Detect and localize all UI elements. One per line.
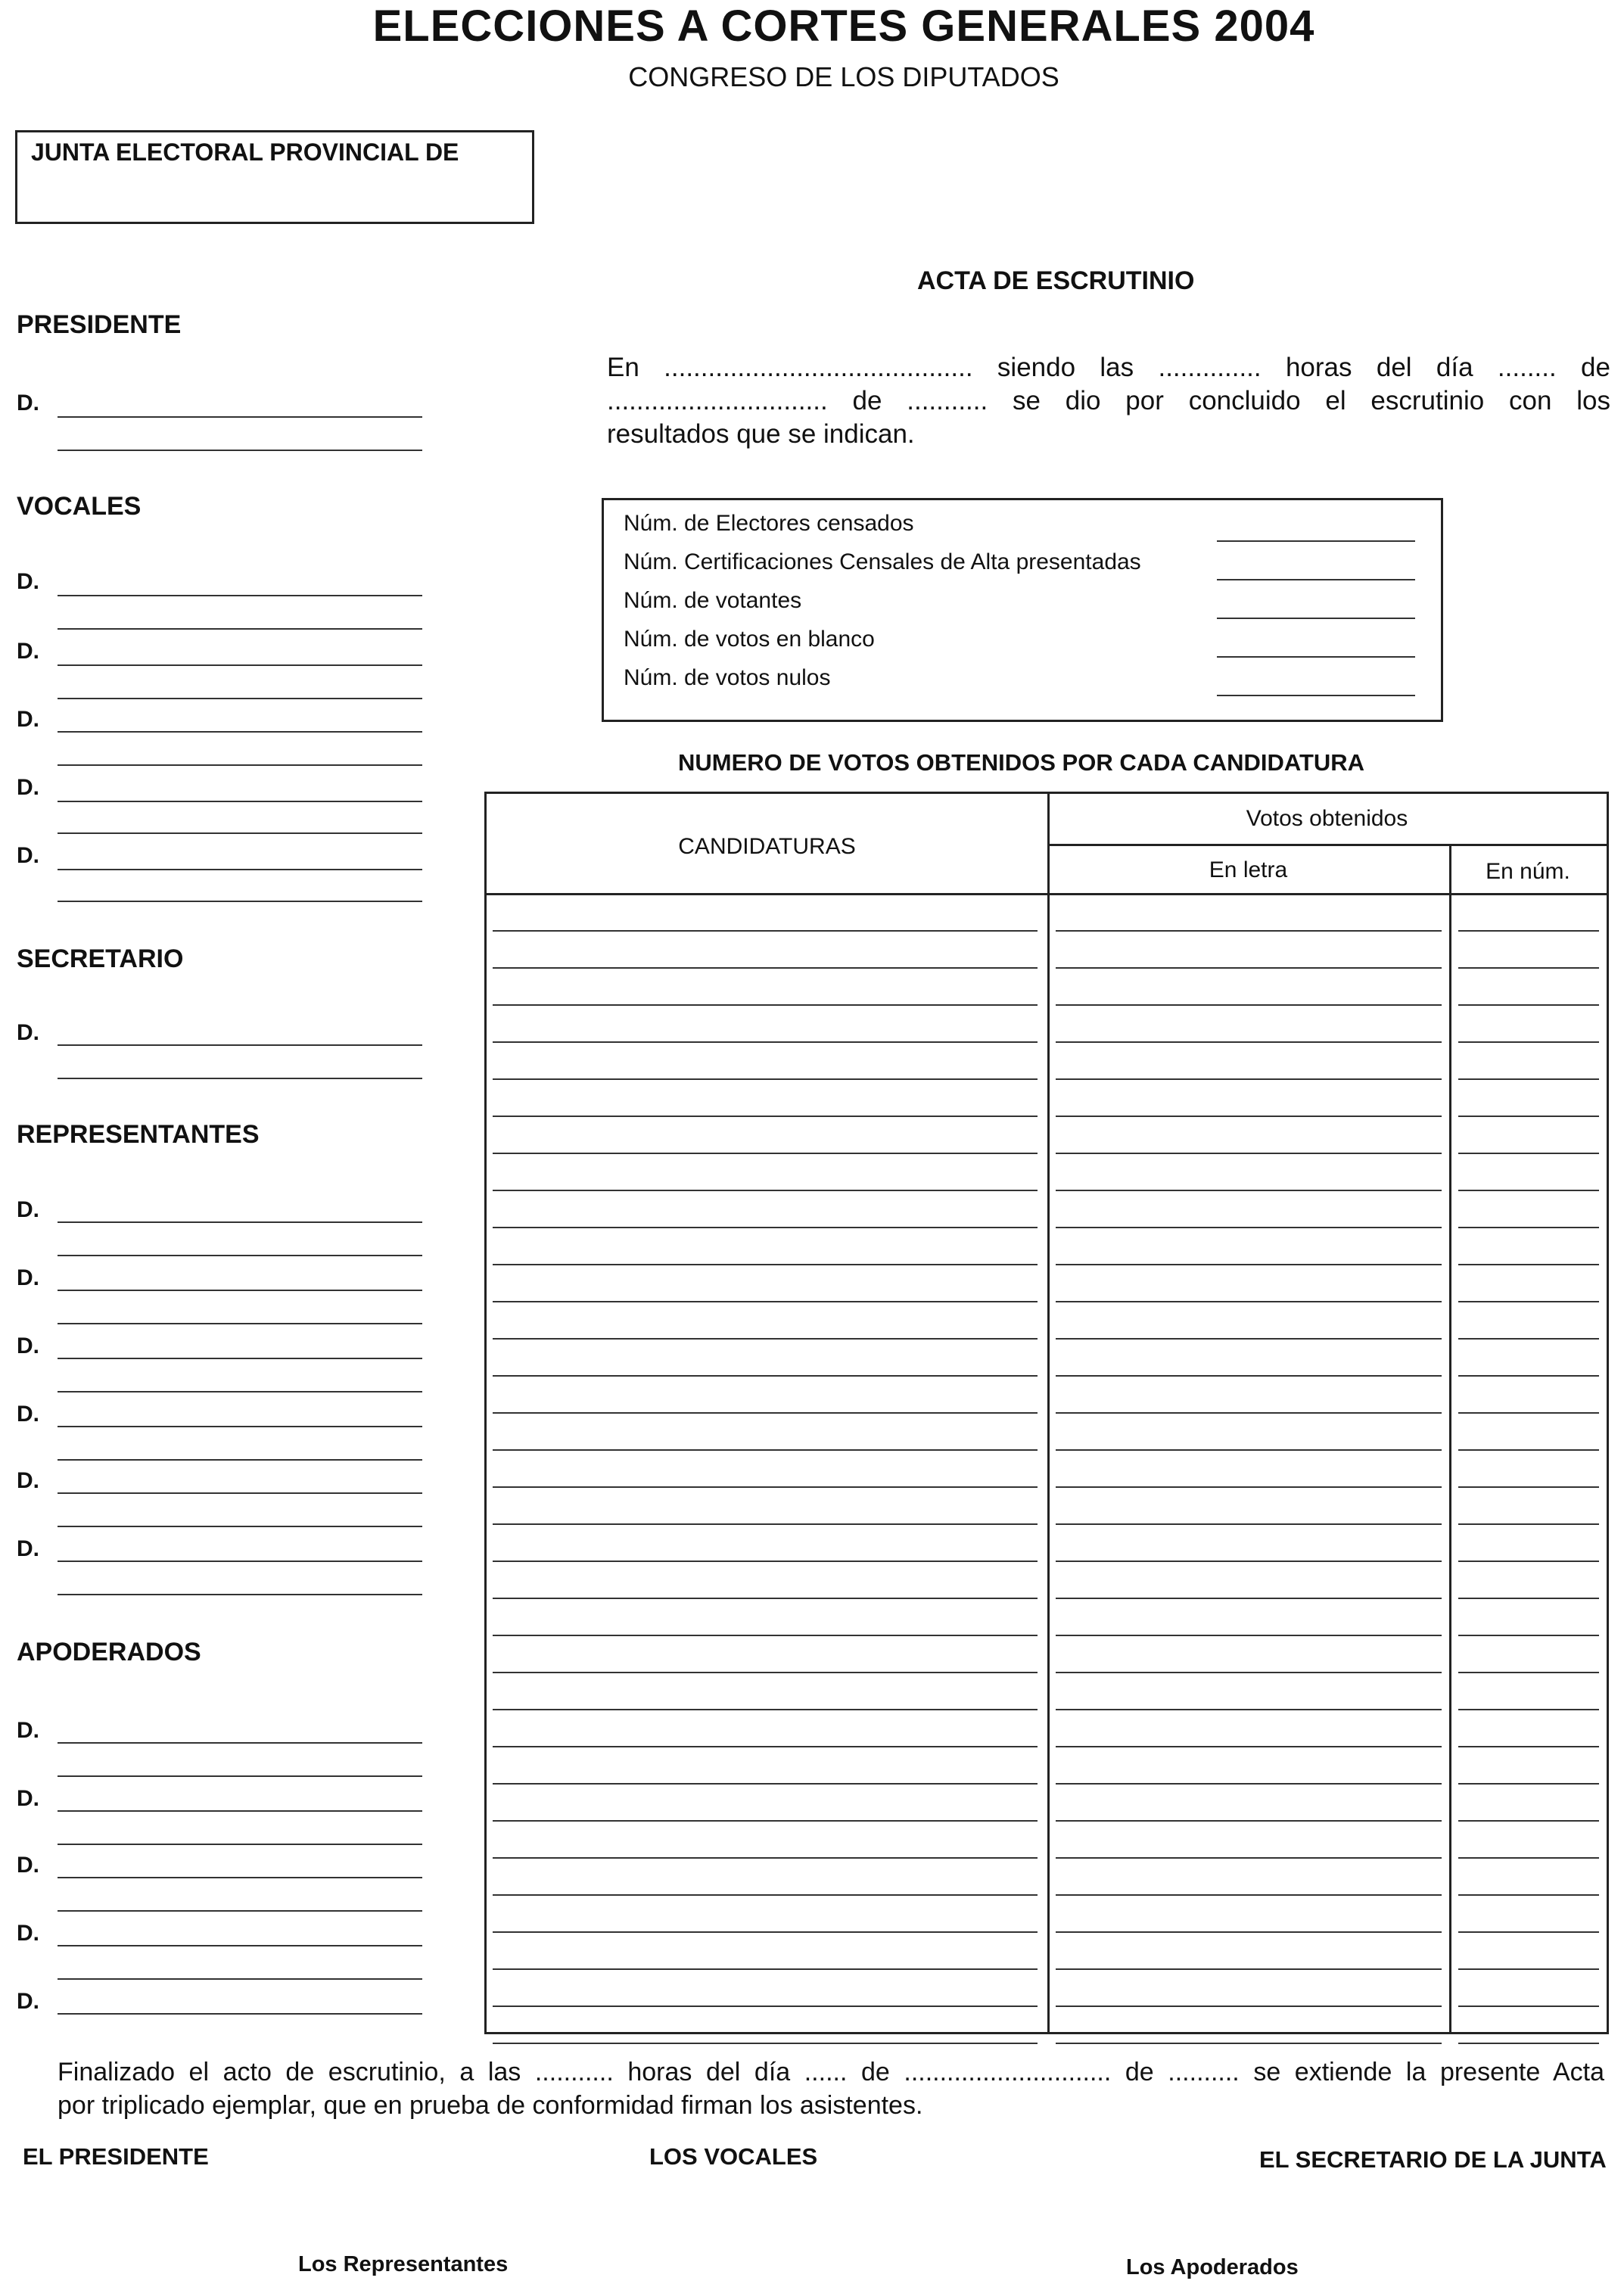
col-header-votos-obtenidos: Votos obtenidos <box>1246 806 1408 831</box>
table-write-line[interactable] <box>1056 2006 1442 2007</box>
table-write-line[interactable] <box>1056 1486 1442 1488</box>
table-write-line[interactable] <box>1056 1004 1442 1006</box>
table-write-line[interactable] <box>493 1561 1038 1562</box>
table-write-line[interactable] <box>1458 1190 1599 1191</box>
presidente-name-line[interactable] <box>58 450 422 451</box>
table-write-line[interactable] <box>1056 967 1442 969</box>
apoderado-name-line[interactable] <box>58 1945 422 1946</box>
d-label: D. <box>17 1265 39 1290</box>
acta-intro-text <box>607 351 1610 451</box>
table-write-line[interactable] <box>1056 1598 1442 1599</box>
table-write-line[interactable] <box>493 1746 1038 1747</box>
census-stats-box <box>602 498 1443 722</box>
apoderado-name-line[interactable] <box>58 1810 422 1812</box>
stat-label: Núm. de votos en blanco <box>624 627 875 652</box>
d-label: D. <box>17 1921 39 1946</box>
stat-input-line[interactable] <box>1217 695 1415 696</box>
table-write-line[interactable] <box>493 1820 1038 1822</box>
table-write-line[interactable] <box>1458 1004 1599 1006</box>
table-write-line[interactable] <box>493 1931 1038 1933</box>
table-write-line[interactable] <box>493 1894 1038 1896</box>
representante-name-line[interactable] <box>58 1526 422 1527</box>
acta-intro-line: En .......................................... siendo las .............. horas del día ........ de <box>607 353 1610 382</box>
table-write-line[interactable] <box>1458 1931 1599 1933</box>
representante-name-line[interactable] <box>58 1561 422 1562</box>
table-write-line[interactable] <box>1056 1968 1442 1970</box>
table-write-line[interactable] <box>1056 1078 1442 1080</box>
table-write-line[interactable] <box>1056 1672 1442 1673</box>
d-label: D. <box>17 1333 39 1358</box>
table-write-line[interactable] <box>1056 1857 1442 1859</box>
section-apoderados: APODERADOS <box>17 1638 201 1666</box>
representante-name-line[interactable] <box>58 1221 422 1223</box>
stat-input-line[interactable] <box>1217 618 1415 619</box>
apoderado-name-line[interactable] <box>58 2013 422 2015</box>
table-write-line[interactable] <box>493 1672 1038 1673</box>
table-write-line[interactable] <box>493 1783 1038 1785</box>
col-header-en-num: En núm. <box>1486 859 1570 884</box>
document-title: ELECCIONES A CORTES GENERALES 2004 <box>372 2 1315 51</box>
table-write-line[interactable] <box>1458 1857 1599 1859</box>
table-write-line[interactable] <box>1056 1227 1442 1228</box>
table-write-line[interactable] <box>1056 1635 1442 1636</box>
secretario-name-line[interactable] <box>58 1044 422 1046</box>
d-label: D. <box>17 1020 39 1045</box>
table-write-line[interactable] <box>1458 1041 1599 1043</box>
acta-heading: ACTA DE ESCRUTINIO <box>917 266 1195 295</box>
column-divider <box>1047 794 1050 2032</box>
d-label: D. <box>17 707 39 732</box>
stat-label: Núm. de votantes <box>624 588 802 613</box>
table-write-line[interactable] <box>1056 1523 1442 1525</box>
table-write-line[interactable] <box>1056 1153 1442 1154</box>
secretario-name-line[interactable] <box>58 1078 422 1079</box>
table-write-line[interactable] <box>493 1264 1038 1265</box>
table-write-line[interactable] <box>1458 1227 1599 1228</box>
column-divider <box>1449 844 1451 2032</box>
table-write-line[interactable] <box>1056 1190 1442 1191</box>
signature-vocales: LOS VOCALES <box>649 2143 818 2170</box>
table-write-line[interactable] <box>1458 2043 1599 2044</box>
representante-name-line[interactable] <box>58 1492 422 1494</box>
d-label: D. <box>17 1197 39 1222</box>
table-write-line[interactable] <box>1056 1561 1442 1562</box>
signature-secretario: EL SECRETARIO DE LA JUNTA <box>1259 2146 1607 2173</box>
table-write-line[interactable] <box>1056 1709 1442 1710</box>
apoderado-name-line[interactable] <box>58 1910 422 1912</box>
table-write-line[interactable] <box>1458 1078 1599 1080</box>
closing-text <box>58 2055 1604 2122</box>
votes-table-heading: NUMERO DE VOTOS OBTENIDOS POR CADA CANDIDATURA <box>678 749 1365 776</box>
table-write-line[interactable] <box>1458 1301 1599 1302</box>
table-write-line[interactable] <box>493 1635 1038 1636</box>
presidente-name-line[interactable] <box>58 416 422 418</box>
table-write-line[interactable] <box>1458 1820 1599 1822</box>
vocal-name-line[interactable] <box>58 664 422 666</box>
section-presidente: PRESIDENTE <box>17 310 182 339</box>
table-write-line[interactable] <box>1056 1301 1442 1302</box>
table-write-line[interactable] <box>493 2006 1038 2007</box>
table-write-line[interactable] <box>1458 1375 1599 1377</box>
table-write-line[interactable] <box>1458 1746 1599 1747</box>
table-write-line[interactable] <box>493 1709 1038 1710</box>
apoderado-name-line[interactable] <box>58 1877 422 1878</box>
table-write-line[interactable] <box>1458 1153 1599 1154</box>
representante-name-line[interactable] <box>58 1459 422 1461</box>
table-write-line[interactable] <box>493 1004 1038 1006</box>
stat-label: Núm. Certificaciones Censales de Alta presentadas <box>624 549 1141 574</box>
table-write-line[interactable] <box>1458 1561 1599 1562</box>
apoderado-name-line[interactable] <box>58 1742 422 1744</box>
vocal-name-line[interactable] <box>58 801 422 802</box>
table-write-line[interactable] <box>1458 1523 1599 1525</box>
table-write-line[interactable] <box>1458 1264 1599 1265</box>
table-write-line[interactable] <box>493 1968 1038 1970</box>
representante-name-line[interactable] <box>58 1391 422 1392</box>
table-write-line[interactable] <box>1458 930 1599 932</box>
table-write-line[interactable] <box>1056 1264 1442 1265</box>
acta-intro-line: resultados que se indican. <box>607 419 915 449</box>
table-write-line[interactable] <box>1056 930 1442 932</box>
table-write-line[interactable] <box>493 1523 1038 1525</box>
d-label: D. <box>17 1536 39 1561</box>
table-write-line[interactable] <box>1056 1783 1442 1785</box>
table-write-line[interactable] <box>1458 1116 1599 1117</box>
representante-name-line[interactable] <box>58 1358 422 1359</box>
apoderado-name-line[interactable] <box>58 1978 422 1980</box>
table-write-line[interactable] <box>1056 1449 1442 1451</box>
d-label: D. <box>17 569 39 594</box>
vocal-name-line[interactable] <box>58 901 422 902</box>
table-write-line[interactable] <box>493 1857 1038 1859</box>
representante-name-line[interactable] <box>58 1594 422 1595</box>
table-write-line[interactable] <box>493 1598 1038 1599</box>
vocal-name-line[interactable] <box>58 698 422 699</box>
table-write-line[interactable] <box>1056 1931 1442 1933</box>
header-divider <box>487 893 1607 895</box>
table-write-line[interactable] <box>493 2043 1038 2044</box>
closing-line: por triplicado ejemplar, que en prueba de conformidad firman los asistentes. <box>58 2091 923 2120</box>
representante-name-line[interactable] <box>58 1290 422 1291</box>
junta-electoral-label: JUNTA ELECTORAL PROVINCIAL DE <box>31 138 459 166</box>
table-write-line[interactable] <box>1056 1041 1442 1043</box>
table-write-line[interactable] <box>493 1412 1038 1414</box>
document-subtitle: CONGRESO DE LOS DIPUTADOS <box>628 61 1059 92</box>
vocal-name-line[interactable] <box>58 595 422 596</box>
stat-input-line[interactable] <box>1217 579 1415 580</box>
d-label: D. <box>17 775 39 800</box>
d-label: D. <box>17 391 39 415</box>
table-write-line[interactable] <box>1056 1894 1442 1896</box>
table-write-line[interactable] <box>493 1041 1038 1043</box>
table-write-line[interactable] <box>1458 1894 1599 1896</box>
table-write-line[interactable] <box>1458 1449 1599 1451</box>
table-write-line[interactable] <box>1458 1709 1599 1710</box>
table-write-line[interactable] <box>1056 1746 1442 1747</box>
vocal-name-line[interactable] <box>58 764 422 766</box>
vocal-name-line[interactable] <box>58 832 422 834</box>
section-representantes: REPRESENTANTES <box>17 1120 260 1149</box>
signature-apoderados: Los Apoderados <box>1126 2255 1299 2279</box>
table-write-line[interactable] <box>1458 1486 1599 1488</box>
d-label: D. <box>17 1853 39 1878</box>
stat-input-line[interactable] <box>1217 656 1415 658</box>
table-write-line[interactable] <box>1056 1338 1442 1340</box>
table-write-line[interactable] <box>1056 2043 1442 2044</box>
signature-presidente: EL PRESIDENTE <box>23 2143 209 2170</box>
signature-representantes: Los Representantes <box>298 2252 509 2276</box>
table-write-line[interactable] <box>493 1449 1038 1451</box>
d-label: D. <box>17 639 39 664</box>
d-label: D. <box>17 843 39 868</box>
stat-label: Núm. de votos nulos <box>624 665 831 690</box>
table-write-line[interactable] <box>1458 1672 1599 1673</box>
representante-name-line[interactable] <box>58 1323 422 1324</box>
vocal-name-line[interactable] <box>58 731 422 733</box>
apoderado-name-line[interactable] <box>58 1844 422 1845</box>
representante-name-line[interactable] <box>58 1426 422 1427</box>
table-write-line[interactable] <box>493 1190 1038 1191</box>
acta-intro-line: .............................. de ........... se dio por concluido el escrutinio con los <box>607 386 1610 415</box>
section-vocales: VOCALES <box>17 492 142 521</box>
apoderado-name-line[interactable] <box>58 1775 422 1777</box>
vocal-name-line[interactable] <box>58 869 422 870</box>
table-write-line[interactable] <box>1458 1968 1599 1970</box>
junta-electoral-field[interactable] <box>15 130 534 224</box>
table-write-line[interactable] <box>1458 1598 1599 1599</box>
table-write-line[interactable] <box>493 1486 1038 1488</box>
table-write-line[interactable] <box>493 930 1038 932</box>
table-write-line[interactable] <box>1458 1783 1599 1785</box>
closing-line: Finalizado el acto de escrutinio, a las ........... horas del día ...... de ............................. de .......... se extiende la presente Acta <box>58 2058 1604 2086</box>
table-write-line[interactable] <box>493 1153 1038 1154</box>
table-write-line[interactable] <box>1056 1820 1442 1822</box>
table-write-line[interactable] <box>493 1301 1038 1302</box>
stat-input-line[interactable] <box>1217 540 1415 542</box>
table-write-line[interactable] <box>1056 1116 1442 1117</box>
table-write-line[interactable] <box>493 1375 1038 1377</box>
table-write-line[interactable] <box>1458 2006 1599 2007</box>
table-write-line[interactable] <box>493 967 1038 969</box>
vocal-name-line[interactable] <box>58 628 422 630</box>
table-write-line[interactable] <box>493 1078 1038 1080</box>
votes-table <box>484 792 1609 2034</box>
stat-label: Núm. de Electores censados <box>624 511 914 536</box>
d-label: D. <box>17 1718 39 1743</box>
col-header-candidaturas: CANDIDATURAS <box>678 834 856 859</box>
table-write-line[interactable] <box>1056 1375 1442 1377</box>
d-label: D. <box>17 1989 39 2014</box>
d-label: D. <box>17 1786 39 1811</box>
table-write-line[interactable] <box>1458 967 1599 969</box>
d-label: D. <box>17 1402 39 1427</box>
table-write-line[interactable] <box>493 1227 1038 1228</box>
d-label: D. <box>17 1468 39 1493</box>
header-divider <box>1047 844 1607 846</box>
table-write-line[interactable] <box>1458 1412 1599 1414</box>
representante-name-line[interactable] <box>58 1255 422 1256</box>
table-write-line[interactable] <box>493 1338 1038 1340</box>
section-secretario: SECRETARIO <box>17 944 184 973</box>
table-write-line[interactable] <box>1458 1635 1599 1636</box>
table-write-line[interactable] <box>493 1116 1038 1117</box>
col-header-en-letra: En letra <box>1209 857 1288 882</box>
table-write-line[interactable] <box>1458 1338 1599 1340</box>
table-write-line[interactable] <box>1056 1412 1442 1414</box>
